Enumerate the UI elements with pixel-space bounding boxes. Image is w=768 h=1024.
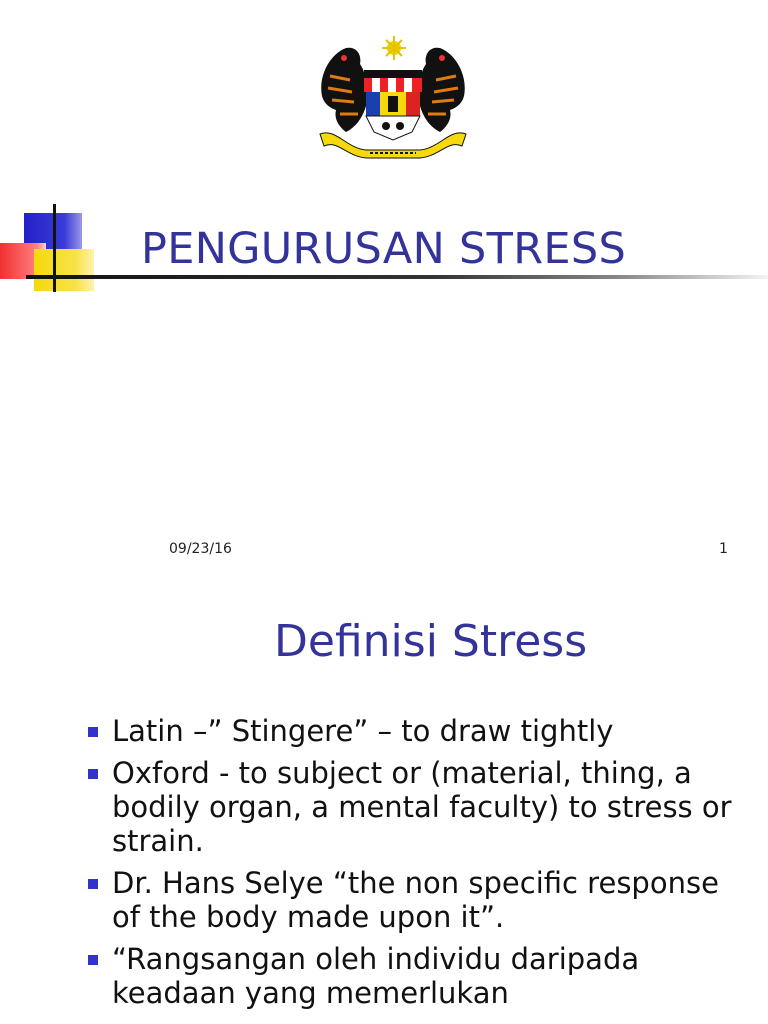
page-number: 1	[719, 541, 728, 557]
square-bullet-icon	[88, 879, 98, 889]
coat-of-arms-logo	[316, 36, 470, 160]
bullet-list	[86, 714, 746, 1018]
bullet-item	[86, 942, 746, 1010]
bullet-text: Latin –” Stingere” – to draw tightly	[112, 714, 614, 748]
bullet-item	[86, 866, 746, 934]
title-underline	[26, 275, 768, 279]
slide-title: PENGURUSAN STRESS	[141, 224, 627, 274]
bullet-item	[86, 714, 746, 748]
bullet-text: Oxford - to subject or (material, thing, a bodily organ, a mental faculty) to stress or strain.	[112, 756, 732, 858]
square-bullet-icon	[88, 727, 98, 737]
decor-yellow-square	[34, 249, 94, 291]
square-bullet-icon	[88, 955, 98, 965]
bullet-text: “Rangsangan oleh individu daripada keadaan yang memerlukan	[112, 942, 640, 1010]
bullet-item	[86, 756, 746, 858]
square-bullet-icon	[88, 769, 98, 779]
slide-2	[0, 576, 768, 1024]
bullet-text: Dr. Hans Selye “the non specific response of the body made upon it”.	[112, 866, 719, 934]
slide-heading: Definisi Stress	[274, 616, 588, 667]
footer-date: 09/23/16	[169, 541, 232, 557]
